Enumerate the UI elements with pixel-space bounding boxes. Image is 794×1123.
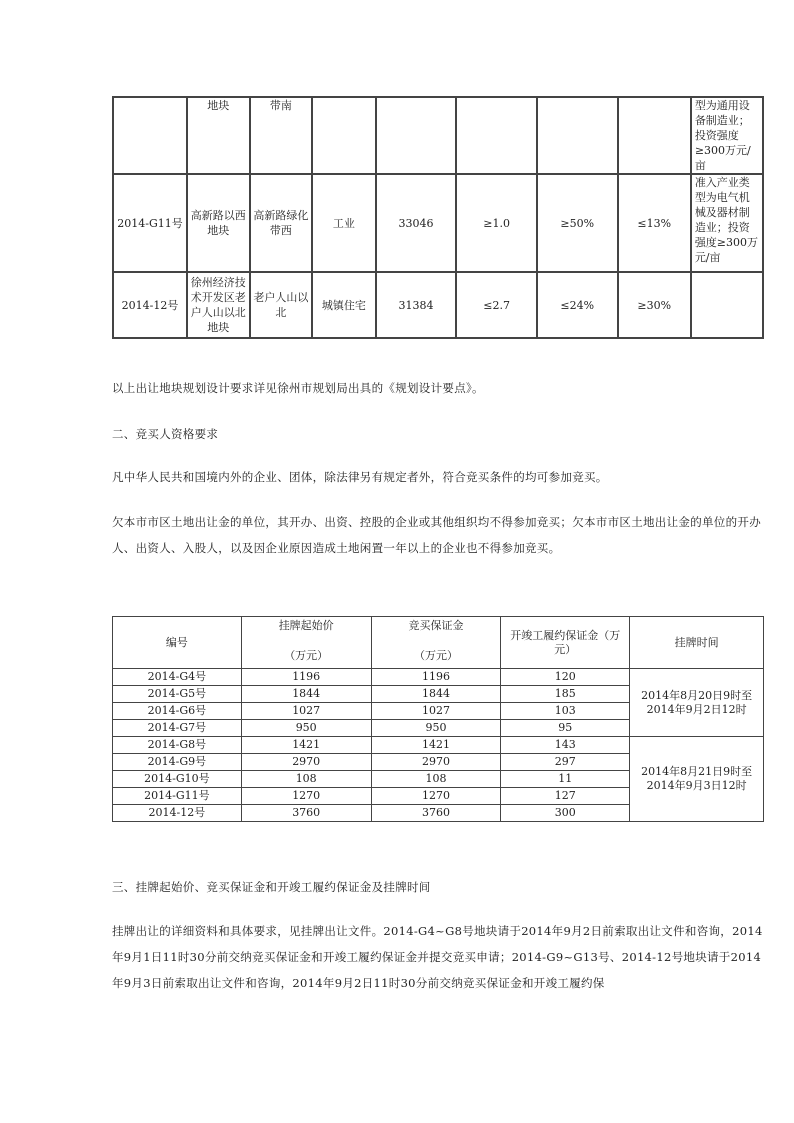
cell-location: 高新路以西地块 — [187, 174, 250, 272]
cell-performance-deposit: 120 — [501, 669, 630, 686]
table-row — [113, 174, 763, 272]
cell-far: ≤2.7 — [456, 272, 536, 338]
cell-performance-deposit: 143 — [501, 737, 630, 754]
cell-deposit: 2970 — [371, 754, 501, 771]
cell-location: 徐州经济技术开发区老户人山以北地块 — [187, 272, 250, 338]
cell-performance-deposit: 103 — [501, 703, 630, 720]
cell-note — [691, 272, 763, 338]
cell-start-price: 1421 — [241, 737, 371, 754]
cell-performance-deposit: 11 — [501, 771, 630, 788]
cell-performance-deposit: 95 — [501, 720, 630, 737]
cell-code: 2014-G4号 — [113, 669, 242, 686]
cell-green: ≤24% — [537, 272, 618, 338]
cell-deposit: 1270 — [371, 788, 501, 805]
cell-density — [618, 97, 691, 174]
header-performance-deposit: 开竣工履约保证金（万元） — [501, 617, 630, 669]
cell-listing-time: 2014年8月20日9时至2014年9月2日12时 — [630, 669, 764, 737]
cell-start-price: 1844 — [241, 686, 371, 703]
cell-far: ≥1.0 — [456, 174, 536, 272]
cell-code: 2014-G6号 — [113, 703, 242, 720]
cell-start-price: 1270 — [241, 788, 371, 805]
planning-requirements-note: 以上出让地块规划设计要求详见徐州市规划局出具的《规划设计要点》。 — [112, 381, 484, 395]
cell-start-price: 1027 — [241, 703, 371, 720]
header-deposit-unit: （万元） — [413, 649, 458, 662]
cell-area: 31384 — [376, 272, 457, 338]
header-code: 编号 — [113, 617, 242, 669]
cell-note: 准入产业类型为电气机械及器材制造业；投资强度≥300万元/亩 — [691, 174, 763, 272]
cell-location: 地块 — [187, 97, 250, 174]
cell-performance-deposit: 127 — [501, 788, 630, 805]
cell-start-price: 3760 — [241, 805, 371, 822]
exclusion-paragraph: 欠本市市区土地出让金的单位，其开办、出资、控股的企业或其他组织均不得参加竞买；欠本市市区土地出让金的单位的开办人、出资人、入股人，以及因企业原因造成土地闲置一年以上的企业也不得参加竞买。 — [112, 515, 761, 555]
table-row — [113, 669, 764, 686]
cell-area — [376, 97, 457, 174]
cell-deposit: 1421 — [371, 737, 501, 754]
cell-code: 2014-G11号 — [113, 174, 187, 272]
cell-performance-deposit: 297 — [501, 754, 630, 771]
cell-density: ≥30% — [618, 272, 691, 338]
cell-start-price: 950 — [241, 720, 371, 737]
cell-code: 2014-G5号 — [113, 686, 242, 703]
table-row — [113, 272, 763, 338]
section-heading-prices-and-time: 三、挂牌起始价、竞买保证金和开竣工履约保证金及挂牌时间 — [112, 880, 431, 894]
cell-green: ≥50% — [537, 174, 618, 272]
cell-code — [113, 97, 187, 174]
cell-deposit: 3760 — [371, 805, 501, 822]
cell-code: 2014-12号 — [113, 805, 242, 822]
header-deposit-label: 竞买保证金 — [408, 619, 464, 632]
cell-area: 33046 — [376, 174, 457, 272]
cell-boundary: 高新路绿化带西 — [250, 174, 313, 272]
cell-use: 城镇住宅 — [312, 272, 375, 338]
cell-performance-deposit: 300 — [501, 805, 630, 822]
cell-use: 工业 — [312, 174, 375, 272]
table-row — [113, 97, 763, 174]
table-row — [113, 737, 764, 754]
section-heading-bidder-qualification: 二、竞买人资格要求 — [112, 427, 219, 441]
parcel-planning-table — [112, 96, 764, 339]
header-start-price — [241, 617, 371, 669]
listing-details-paragraph: 挂牌出让的详细资料和具体要求，见挂牌出让文件。2014-G4~G8号地块请于2014年9月2日前索取出让文件和咨询，2014年9月1日11时30分前交纳竞买保证金和开竣工履约保证金并提交竞买申请；2014-G9~G13号、2014-12号地块请于2014年9月3日前索取出让文件和咨询，2014年9月2日11时30分前交纳竞买保证金和开竣工履约保 — [112, 924, 763, 990]
cell-code: 2014-G9号 — [113, 754, 242, 771]
cell-code: 2014-12号 — [113, 272, 187, 338]
cell-boundary: 带南 — [250, 97, 313, 174]
cell-start-price: 1196 — [241, 669, 371, 686]
header-deposit — [371, 617, 501, 669]
cell-density: ≤13% — [618, 174, 691, 272]
cell-code: 2014-G8号 — [113, 737, 242, 754]
cell-green — [537, 97, 618, 174]
cell-deposit: 1844 — [371, 686, 501, 703]
header-start-price-label: 挂牌起始价 — [278, 619, 334, 632]
header-start-price-unit: （万元） — [284, 649, 329, 662]
table-header-row — [113, 617, 764, 669]
cell-code: 2014-G7号 — [113, 720, 242, 737]
cell-deposit: 1027 — [371, 703, 501, 720]
cell-deposit: 108 — [371, 771, 501, 788]
cell-performance-deposit: 185 — [501, 686, 630, 703]
header-listing-time: 挂牌时间 — [630, 617, 764, 669]
cell-use — [312, 97, 375, 174]
price-deposit-table — [112, 616, 764, 822]
cell-listing-time: 2014年8月21日9时至2014年9月3日12时 — [630, 737, 764, 822]
cell-note: 型为通用设备制造业；投资强度≥300万元/亩 — [691, 97, 763, 174]
cell-far — [456, 97, 536, 174]
cell-start-price: 108 — [241, 771, 371, 788]
cell-deposit: 1196 — [371, 669, 501, 686]
eligibility-paragraph: 凡中华人民共和国境内外的企业、团体，除法律另有规定者外，符合竞买条件的均可参加竞买。 — [112, 470, 608, 484]
cell-code: 2014-G11号 — [113, 788, 242, 805]
cell-start-price: 2970 — [241, 754, 371, 771]
cell-deposit: 950 — [371, 720, 501, 737]
cell-code: 2014-G10号 — [113, 771, 242, 788]
cell-boundary: 老户人山以北 — [250, 272, 313, 338]
